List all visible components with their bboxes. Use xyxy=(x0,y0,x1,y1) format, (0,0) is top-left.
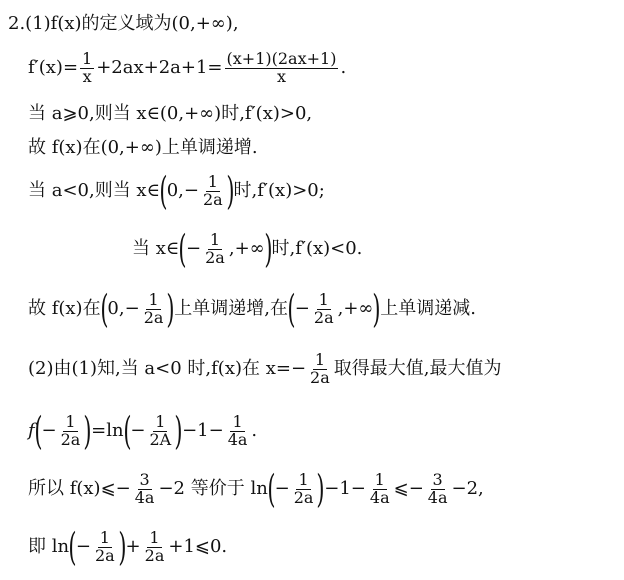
fraction-numerator: 1 xyxy=(82,48,93,68)
line-6-pre: 当 x∈ xyxy=(132,238,180,259)
fraction-denominator: 2a xyxy=(203,189,223,209)
line-7-post: 上单调递减. xyxy=(380,298,476,319)
line-7-a1: 0,− xyxy=(107,298,140,319)
line-1 xyxy=(8,10,239,38)
fraction-denominator: 2a xyxy=(205,247,225,267)
line-10-mid: −2 等价于 ln xyxy=(158,478,268,499)
fraction-1-over-2a xyxy=(59,411,83,449)
fraction-3-over-4a xyxy=(426,469,450,507)
fraction-1-over-x xyxy=(80,48,94,86)
left-paren: ( xyxy=(267,466,276,511)
fraction-denominator: 2a xyxy=(313,307,334,327)
fraction-denominator: 2A xyxy=(149,429,172,449)
line-5-inner: 0,− xyxy=(166,180,199,201)
right-paren: ) xyxy=(263,226,273,271)
left-paren: ( xyxy=(178,226,187,271)
fraction-1-over-2a xyxy=(292,469,316,507)
line-7-pre: 故 f(x)在 xyxy=(28,298,101,319)
fraction-numerator: 1 xyxy=(314,349,325,369)
fraction-numerator: 1 xyxy=(207,171,218,191)
line-5-pre: 当 a<0,则当 x∈ xyxy=(28,180,160,201)
left-paren: ( xyxy=(34,408,43,453)
line-1-text: 2.(1)f(x)的定义域为(0,+∞), xyxy=(8,13,239,34)
line-3-text: 当 a⩾0,则当 x∈(0,+∞)时,f′(x)>0, xyxy=(28,103,313,124)
fraction-denominator: 2a xyxy=(95,545,115,565)
line-5 xyxy=(28,168,325,214)
fraction-1-over-4a xyxy=(226,411,250,449)
fraction-numerator: 3 xyxy=(432,469,443,489)
fraction-factored xyxy=(225,48,339,86)
line-8-post: 取得最大值,最大值为 xyxy=(333,358,502,379)
fraction-denominator: 2a xyxy=(143,307,164,327)
line-4-text: 故 f(x)在(0,+∞)上单调递增. xyxy=(28,137,258,158)
fraction-1-over-2A xyxy=(148,411,174,449)
fraction-numerator: 1 xyxy=(149,527,160,547)
line-6-inner: − xyxy=(186,238,202,259)
line-7 xyxy=(28,286,476,332)
derivative-lhs: f′(x)= xyxy=(28,57,79,78)
line-11-pre: 即 ln xyxy=(28,536,70,557)
fraction-denominator: 2a xyxy=(310,367,330,387)
line-6 xyxy=(132,226,362,272)
right-paren: ) xyxy=(316,466,325,511)
line-11-a1: − xyxy=(75,536,91,557)
line-8-pre: (2)由(1)知,当 a<0 时,f(x)在 x=− xyxy=(28,358,307,379)
fraction-denominator: 4a xyxy=(427,487,448,507)
fraction-denominator: x xyxy=(276,66,286,86)
line-7-mid: 上单调递增,在 xyxy=(174,298,288,319)
derivative-middle: +2ax+2a+1= xyxy=(96,57,223,78)
line-3 xyxy=(28,100,312,128)
line-9-pre: f xyxy=(28,420,35,441)
derivative-end: . xyxy=(340,57,347,78)
fraction-numerator: 1 xyxy=(232,411,243,431)
fraction-3-over-4a xyxy=(133,469,157,507)
fraction-1-over-2a xyxy=(142,289,166,327)
fraction-numerator: (x+1)(2ax+1) xyxy=(226,48,337,68)
right-paren: ) xyxy=(174,408,183,453)
line-4 xyxy=(28,134,258,162)
line-8 xyxy=(28,346,502,392)
fraction-denominator: 2a xyxy=(293,487,314,507)
fraction-denominator: 4a xyxy=(227,429,248,449)
right-paren: ) xyxy=(166,286,175,331)
right-paren: ) xyxy=(372,286,381,331)
left-paren: ( xyxy=(287,286,296,331)
fraction-numerator: 3 xyxy=(139,469,150,489)
fraction-1-over-2a xyxy=(143,527,167,565)
left-paren: ( xyxy=(159,168,168,213)
fraction-numerator: 1 xyxy=(155,411,166,431)
line-10-pre: 所以 f(x)⩽− xyxy=(28,478,131,499)
left-paren: ( xyxy=(68,524,77,569)
left-paren: ( xyxy=(122,408,132,453)
fraction-numerator: 1 xyxy=(209,229,221,249)
right-paren: ) xyxy=(118,524,127,569)
line-10-a1: − xyxy=(274,478,290,499)
line-2-derivative xyxy=(28,45,346,91)
line-9 xyxy=(28,408,257,454)
fraction-1-over-2a xyxy=(201,171,225,209)
fraction-denominator: x xyxy=(82,66,92,86)
fraction-numerator: 1 xyxy=(318,289,329,309)
fraction-denominator: 2a xyxy=(60,429,81,449)
line-9-a2: − xyxy=(130,420,146,441)
line-11-mid: + xyxy=(125,536,141,557)
line-6-inner2: ,+∞ xyxy=(228,238,265,259)
fraction-1-over-2a xyxy=(312,289,336,327)
fraction-denominator: 4a xyxy=(134,487,155,507)
right-paren: ) xyxy=(226,168,235,213)
fraction-numerator: 1 xyxy=(99,527,110,547)
line-9-end: . xyxy=(251,420,258,441)
line-10-mid3: ⩽− xyxy=(393,478,424,499)
line-6-post: 时,f′(x)<0. xyxy=(271,238,363,259)
line-7-a2: − xyxy=(294,298,310,319)
line-10-mid2: −1− xyxy=(324,478,366,499)
fraction-numerator: 1 xyxy=(65,411,76,431)
line-10-end: −2, xyxy=(451,478,484,499)
line-11 xyxy=(28,524,227,570)
line-5-post: 时,f′(x)>0; xyxy=(233,180,325,201)
fraction-numerator: 1 xyxy=(148,289,159,309)
left-paren: ( xyxy=(99,286,109,331)
line-10 xyxy=(28,466,484,512)
fraction-1-over-2a xyxy=(93,527,117,565)
line-7-a3: ,+∞ xyxy=(337,298,374,319)
fraction-numerator: 1 xyxy=(374,469,385,489)
line-9-mid2: −1− xyxy=(182,420,224,441)
fraction-denominator: 4a xyxy=(369,487,390,507)
fraction-1-over-4a xyxy=(368,469,392,507)
line-11-end: +1⩽0. xyxy=(168,536,228,557)
fraction-1-over-2a xyxy=(308,349,332,387)
fraction-denominator: 2a xyxy=(144,545,165,565)
line-9-a1: − xyxy=(41,420,57,441)
line-9-mid: =ln xyxy=(91,420,124,441)
fraction-1-over-2a xyxy=(203,229,227,267)
right-paren: ) xyxy=(83,408,92,453)
fraction-numerator: 1 xyxy=(298,469,309,489)
